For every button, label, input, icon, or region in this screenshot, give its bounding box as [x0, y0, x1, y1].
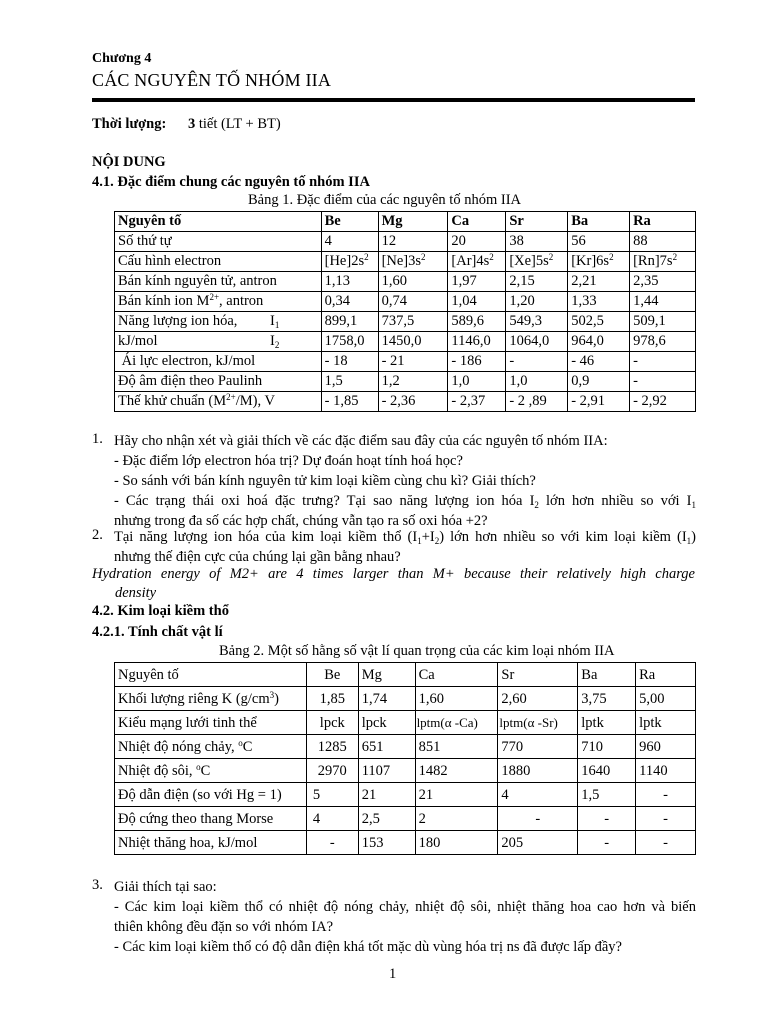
table-cell: 153 [358, 831, 415, 855]
table-cell: 1482 [415, 759, 498, 783]
table-cell: - 18 [321, 352, 378, 372]
table1-caption: Bảng 1. Đặc điểm của các nguyên tố nhóm IIA [248, 192, 521, 208]
table-row [115, 292, 696, 312]
table-cell: 2970 [306, 759, 358, 783]
page-number: 1 [389, 966, 397, 982]
table-cell: 2 [415, 807, 498, 831]
table-cell: - 186 [448, 352, 506, 372]
table-header-cell: Be [321, 212, 378, 232]
question-number: 2. [92, 527, 103, 543]
table-cell: - [636, 807, 696, 831]
table-cell: 1285 [306, 735, 358, 759]
question-item: - Các trạng thái oxi hoá đặc trưng? Tại sao năng lượng ion hóa $I_2$ lớn hơn nhiều so với $I_1$ [114, 493, 696, 510]
table-cell: - 1,85 [321, 392, 378, 412]
table-cell: 12 [378, 232, 448, 252]
table-cell: 38 [506, 232, 568, 252]
table-cell: 2,60 [498, 687, 578, 711]
table-cell: 1064,0 [506, 332, 568, 352]
table-cell: - 46 [568, 352, 630, 372]
row-label: Năng lượng ion hóa, $I_1$ [115, 312, 322, 332]
hydration-note-line2: density [115, 585, 157, 601]
table-cell: 1,0 [506, 372, 568, 392]
table-cell: 88 [630, 232, 696, 252]
table-cell: 1,5 [578, 783, 636, 807]
table-cell: - [506, 352, 568, 372]
table-cell: 205 [498, 831, 578, 855]
question-number: 1. [92, 431, 103, 447]
table-header-cell: Mg [378, 212, 448, 232]
table-cell: 1758,0 [321, 332, 378, 352]
table-cell: - [630, 372, 696, 392]
table-cell: $[Ne]3s^2$ [378, 252, 448, 272]
table-cell: - [630, 352, 696, 372]
table-cell: 1450,0 [378, 332, 448, 352]
table-cell: $[Rn]7s^2$ [630, 252, 696, 272]
table-header-cell: Mg [358, 663, 415, 687]
row-label: Thế khử chuẩn $(M^{2+}/M)$, V [115, 392, 322, 412]
question-item: - So sánh với bán kính nguyên tử kim loại kiềm cùng chu kì? Giải thích? [114, 473, 536, 489]
hydration-note-line1: Hydration energy of M2+ are 4 times larger than M+ because their relatively high charge [92, 566, 695, 582]
table-cell: lptk [636, 711, 696, 735]
table-cell: 4 [306, 807, 358, 831]
table-cell: 737,5 [378, 312, 448, 332]
table-header-cell: Ba [578, 663, 636, 687]
table-cell: 1,20 [506, 292, 568, 312]
chapter-label: Chương 4 [92, 51, 152, 66]
table-row [115, 312, 696, 332]
duration-unit: tiết (LT + BT) [198, 116, 281, 132]
question-item: nhưng trong đa số các hợp chất, chúng vẫn tạo ra số oxi hóa +2? [114, 513, 488, 529]
row-label: Độ cứng theo thang Morse [115, 807, 307, 831]
table-cell: 851 [415, 735, 498, 759]
table-header-cell: Ra [630, 212, 696, 232]
row-label: Khối lượng riêng K $(g/cm^3)$ [115, 687, 307, 711]
row-label: Nhiệt độ nóng chảy, $^o$C [115, 735, 307, 759]
table-cell: 5 [306, 783, 358, 807]
table-header-cell: Nguyên tố [115, 663, 307, 687]
table-cell: 549,3 [506, 312, 568, 332]
row-label: Số thứ tự [115, 232, 322, 252]
row-label: Bán kính nguyên tử, antron [115, 272, 322, 292]
table-header-cell: Sr [498, 663, 578, 687]
question-1 [114, 431, 696, 531]
row-label: Độ âm điện theo Paulinh [115, 372, 322, 392]
table-header-cell: Ba [568, 212, 630, 232]
table-row [115, 711, 696, 735]
section-heading-4-2: 4.2. Kim loại kiềm thổ [92, 603, 229, 619]
table-cell: 1,04 [448, 292, 506, 312]
table-cell: - 2,92 [630, 392, 696, 412]
table-header-cell: Sr [506, 212, 568, 232]
table-cell: 1,74 [358, 687, 415, 711]
row-label: Bán kính ion $M^{2+}$, antron [115, 292, 322, 312]
table-cell: - [578, 831, 636, 855]
table-row [115, 807, 696, 831]
table-header-row [115, 663, 696, 687]
section-heading-4-1: 4.1. Đặc điểm chung các nguyên tố nhóm IIA [92, 174, 370, 190]
table-cell: - 21 [378, 352, 448, 372]
table-cell: 964,0 [568, 332, 630, 352]
table-cell: lptm(α -Sr) [498, 711, 578, 735]
table-cell: 21 [358, 783, 415, 807]
table-2-physical-constants [114, 662, 696, 855]
table-cell: 509,1 [630, 312, 696, 332]
table-row [115, 759, 696, 783]
duration-line [92, 116, 281, 133]
table-cell: 1,2 [378, 372, 448, 392]
table-header-cell: Ca [415, 663, 498, 687]
table-cell: $[Kr]6s^2$ [568, 252, 630, 272]
table-cell: 1146,0 [448, 332, 506, 352]
table-cell: $[Xe]5s^2$ [506, 252, 568, 272]
row-label: Độ dẫn điện (so với Hg = 1) [115, 783, 307, 807]
table-cell: 960 [636, 735, 696, 759]
title-rule [92, 98, 695, 102]
table-cell: - [636, 783, 696, 807]
table-1-group-iia-properties [114, 211, 696, 412]
table-header-row [115, 212, 696, 232]
table-row [115, 735, 696, 759]
table-row [115, 392, 696, 412]
row-label: Ái lực electron, kJ/mol [115, 352, 322, 372]
table-cell: lpck [358, 711, 415, 735]
table-cell: 0,34 [321, 292, 378, 312]
table-cell: 502,5 [568, 312, 630, 332]
row-label: Nhiệt độ sôi, $^o$C [115, 759, 307, 783]
chapter-title: CÁC NGUYÊN TỐ NHÓM IIA [92, 70, 332, 90]
duration-value: 3 [187, 116, 196, 132]
table-row [115, 272, 696, 292]
table-cell: - [636, 831, 696, 855]
content-heading: NỘI DUNG [92, 154, 166, 170]
table-cell: 589,6 [448, 312, 506, 332]
question-text: Giải thích tại sao: [114, 879, 217, 895]
table-cell: 2,35 [630, 272, 696, 292]
table-cell: 180 [415, 831, 498, 855]
table-cell: 1,5 [321, 372, 378, 392]
table-cell: 1,60 [415, 687, 498, 711]
table-header-cell: Ca [448, 212, 506, 232]
table-header-cell: Be [306, 663, 358, 687]
table-cell: 1107 [358, 759, 415, 783]
table-row [115, 232, 696, 252]
table-cell: - 2,36 [378, 392, 448, 412]
table-row [115, 783, 696, 807]
table2-caption: Bảng 2. Một số hằng số vật lí quan trọng của các kim loại nhóm IIA [219, 643, 615, 659]
table-cell: 1140 [636, 759, 696, 783]
table-cell: 978,6 [630, 332, 696, 352]
table-cell: 1,85 [306, 687, 358, 711]
table-cell: 20 [448, 232, 506, 252]
question-2: Tại năng lượng ion hóa của kim loại kiềm thổ $(I_1+I_2)$ lớn hơn nhiều so với kim loại kiềm $(I_1)$ nhưng thế điện cực của chúng lại gần bằng nhau? [114, 529, 696, 565]
table-header-cell: Nguyên tố [115, 212, 322, 232]
table-cell: 1640 [578, 759, 636, 783]
table-cell: 56 [568, 232, 630, 252]
question-item: thiên không đều đặn so với nhóm IA? [114, 919, 334, 935]
table-cell: lptk [578, 711, 636, 735]
table-row [115, 831, 696, 855]
table-cell: $[He]2s^2$ [321, 252, 378, 272]
row-label: kJ/mol $I_2$ [115, 332, 322, 352]
table-cell: $[Ar]4s^2$ [448, 252, 506, 272]
duration-label: Thời lượng: [92, 116, 167, 132]
table-cell: 1,13 [321, 272, 378, 292]
table-cell: - [578, 807, 636, 831]
table-cell: 710 [578, 735, 636, 759]
table-cell: 1,44 [630, 292, 696, 312]
table-cell: 2,15 [506, 272, 568, 292]
table-cell: 651 [358, 735, 415, 759]
question-number: 3. [92, 877, 103, 893]
table-cell: 1,0 [448, 372, 506, 392]
table-cell: 1880 [498, 759, 578, 783]
table-cell: 2,21 [568, 272, 630, 292]
question-item: - Các kim loại kiềm thổ có độ dẫn điện khá tốt mặc dù vùng hóa trị ns đã được lấp đầy? [114, 939, 622, 955]
table-header-cell: Ra [636, 663, 696, 687]
table-cell: - 2 ,89 [506, 392, 568, 412]
table-cell: 21 [415, 783, 498, 807]
row-label: Nhiệt thăng hoa, kJ/mol [115, 831, 307, 855]
table-row [115, 352, 696, 372]
question-3 [114, 877, 696, 957]
table-cell: 899,1 [321, 312, 378, 332]
question-item: - Các kim loại kiềm thổ có nhiệt độ nóng chảy, nhiệt độ sôi, nhiệt thăng hoa cao hơn và biến [114, 899, 696, 915]
table-cell: 2,5 [358, 807, 415, 831]
row-label: Kiểu mạng lưới tinh thể [115, 711, 307, 735]
table-row [115, 372, 696, 392]
table-cell: 5,00 [636, 687, 696, 711]
table-cell: 1,33 [568, 292, 630, 312]
table-cell: 4 [498, 783, 578, 807]
table-cell: 4 [321, 232, 378, 252]
table-cell: 0,9 [568, 372, 630, 392]
table-cell: lptm(α -Ca) [415, 711, 498, 735]
table-cell: - 2,37 [448, 392, 506, 412]
table-row [115, 332, 696, 352]
table-row [115, 687, 696, 711]
table-cell: - 2,91 [568, 392, 630, 412]
table-cell: - [498, 807, 578, 831]
row-label: Cấu hình electron [115, 252, 322, 272]
table-cell: 0,74 [378, 292, 448, 312]
table-cell: 770 [498, 735, 578, 759]
section-heading-4-2-1: 4.2.1. Tính chất vật lí [92, 624, 223, 640]
question-item: - Đặc điểm lớp electron hóa trị? Dự đoán hoạt tính hoá học? [114, 453, 463, 469]
table-cell: 3,75 [578, 687, 636, 711]
table-cell: 1,60 [378, 272, 448, 292]
table-cell: lpck [306, 711, 358, 735]
table-cell: 1,97 [448, 272, 506, 292]
table-row [115, 252, 696, 272]
question-text: Hãy cho nhận xét và giải thích về các đặc điểm sau đây của các nguyên tố nhóm IIA: [114, 433, 608, 449]
table-cell: - [306, 831, 358, 855]
